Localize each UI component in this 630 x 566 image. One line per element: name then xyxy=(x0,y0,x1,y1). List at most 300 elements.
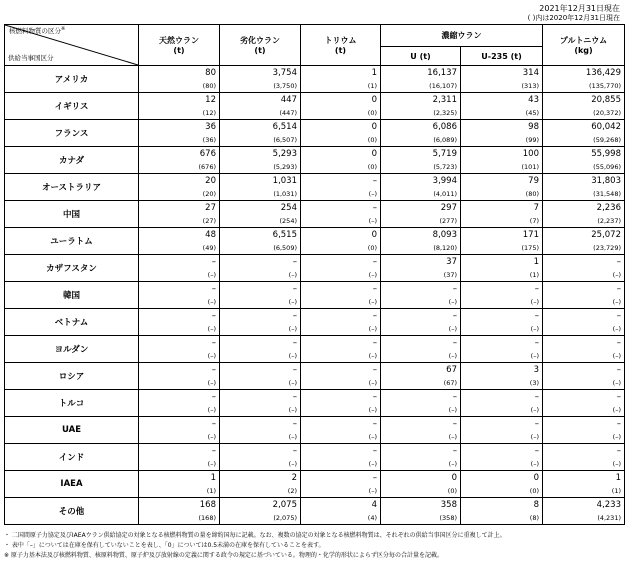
value-cell xyxy=(301,282,381,309)
previous-value: (–) xyxy=(207,324,216,333)
value-cell xyxy=(220,255,301,282)
previous-value: (49) xyxy=(202,243,216,252)
col-enriched-uranium: 濃縮ウラン xyxy=(381,25,543,47)
value-cell xyxy=(461,471,543,498)
previous-value: (–) xyxy=(612,297,621,306)
previous-value: (–) xyxy=(448,297,457,306)
current-value: – xyxy=(372,203,377,213)
supplier-category-label: 供給当事国区分 xyxy=(8,54,54,62)
previous-value: (–) xyxy=(207,297,216,306)
value-cell xyxy=(543,471,625,498)
previous-value: (–) xyxy=(368,351,377,360)
previous-value: (–) xyxy=(368,432,377,441)
value-cell xyxy=(220,66,301,93)
value-cell xyxy=(139,417,220,444)
current-value: 60,042 xyxy=(591,122,621,132)
current-value: 5,293 xyxy=(272,149,297,159)
value-cell xyxy=(220,498,301,525)
value-cell xyxy=(461,417,543,444)
previous-value: (80) xyxy=(525,189,539,198)
current-value: – xyxy=(372,446,377,456)
supplier-name: ロシア xyxy=(5,363,139,390)
previous-value: (–) xyxy=(368,324,377,333)
previous-value: (135,770) xyxy=(589,81,621,90)
previous-value: (175) xyxy=(521,243,539,252)
value-cell xyxy=(381,417,461,444)
value-cell xyxy=(461,255,543,282)
supplier-name: ベトナム xyxy=(5,309,139,336)
current-value: 16,137 xyxy=(427,68,457,78)
current-value: – xyxy=(534,446,539,456)
current-value: – xyxy=(452,419,457,429)
value-cell xyxy=(543,309,625,336)
current-value: 358 xyxy=(440,500,457,510)
value-cell xyxy=(381,471,461,498)
previous-value: (–) xyxy=(368,270,377,279)
previous-value: (1) xyxy=(529,270,539,279)
current-value: 3,754 xyxy=(272,68,297,78)
previous-value: (2) xyxy=(287,486,297,495)
previous-value: (–) xyxy=(288,459,297,468)
current-value: 55,998 xyxy=(591,149,621,159)
supplier-name: オーストラリア xyxy=(5,174,139,201)
value-cell xyxy=(301,201,381,228)
current-value: – xyxy=(372,176,377,186)
value-cell xyxy=(461,201,543,228)
footnote: ・ 表中「–」については在庫を保有していないことを表し、「0」については0.5未満の在庫を保有していることを表す。 xyxy=(4,542,325,549)
current-value: 5,719 xyxy=(432,149,457,159)
value-cell xyxy=(220,444,301,471)
value-cell xyxy=(301,444,381,471)
value-cell xyxy=(139,471,220,498)
previous-value: (3) xyxy=(529,378,539,387)
value-cell xyxy=(381,309,461,336)
previous-value: (4) xyxy=(367,513,377,522)
value-cell xyxy=(381,498,461,525)
col-natural-uranium: 天然ウラン (t) xyxy=(139,25,220,66)
previous-value: (676) xyxy=(198,162,216,171)
previous-value: (8,120) xyxy=(433,243,457,252)
previous-value: (36) xyxy=(202,135,216,144)
previous-value: (7) xyxy=(529,216,539,225)
supplier-name: カザフスタン xyxy=(5,255,139,282)
col-enriched-u235: U-235 (t) xyxy=(461,47,543,66)
value-cell xyxy=(381,147,461,174)
previous-value: (6,089) xyxy=(433,135,457,144)
value-cell xyxy=(220,201,301,228)
current-value: – xyxy=(616,419,621,429)
value-cell xyxy=(301,120,381,147)
current-value: – xyxy=(372,419,377,429)
value-cell xyxy=(381,174,461,201)
previous-value: (6,509) xyxy=(273,243,297,252)
previous-value: (–) xyxy=(530,324,539,333)
current-value: – xyxy=(452,392,457,402)
supplier-name: UAE xyxy=(5,417,139,444)
value-cell xyxy=(301,363,381,390)
current-value: 3,994 xyxy=(432,176,457,186)
footnotes xyxy=(4,531,506,561)
current-value: – xyxy=(292,284,297,294)
current-value: – xyxy=(616,392,621,402)
value-cell xyxy=(301,309,381,336)
current-value: – xyxy=(616,284,621,294)
previous-value: (–) xyxy=(288,432,297,441)
current-value: 0 xyxy=(371,122,377,132)
supplier-name: IAEA xyxy=(5,471,139,498)
previous-value: (67) xyxy=(443,378,457,387)
value-cell xyxy=(301,228,381,255)
previous-value: (3,750) xyxy=(273,81,297,90)
previous-value: (–) xyxy=(368,216,377,225)
current-value: – xyxy=(211,311,216,321)
current-value: 80 xyxy=(205,68,216,78)
current-value: 0 xyxy=(371,95,377,105)
previous-value: (–) xyxy=(368,189,377,198)
previous-value: (20,372) xyxy=(593,108,621,117)
table-row xyxy=(5,228,625,255)
current-value: 676 xyxy=(199,149,216,159)
current-value: 27 xyxy=(205,203,216,213)
previous-value: (–) xyxy=(368,405,377,414)
table-row xyxy=(5,363,625,390)
value-cell xyxy=(301,417,381,444)
current-value: – xyxy=(452,446,457,456)
value-cell xyxy=(139,120,220,147)
value-cell xyxy=(381,255,461,282)
previous-value: (2,325) xyxy=(433,108,457,117)
current-value: 2,311 xyxy=(432,95,457,105)
supplier-name: イギリス xyxy=(5,93,139,120)
previous-value: (23,729) xyxy=(593,243,621,252)
value-cell xyxy=(139,444,220,471)
col-enriched-u-total: U (t) xyxy=(381,47,461,66)
previous-value: (12) xyxy=(202,108,216,117)
previous-value: (–) xyxy=(612,405,621,414)
previous-value: (16,107) xyxy=(429,81,457,90)
current-value: – xyxy=(534,284,539,294)
value-cell xyxy=(381,93,461,120)
current-value: 31,803 xyxy=(591,176,621,186)
current-value: 25,072 xyxy=(591,230,621,240)
previous-value: (37) xyxy=(443,270,457,279)
previous-value: (59,268) xyxy=(593,135,621,144)
current-value: – xyxy=(452,284,457,294)
previous-value: (–) xyxy=(207,459,216,468)
previous-value: (0) xyxy=(367,135,377,144)
previous-date-note: ( )内は2020年12月31日現在 xyxy=(527,14,620,22)
current-value: – xyxy=(211,284,216,294)
current-value: – xyxy=(292,446,297,456)
value-cell xyxy=(543,93,625,120)
value-cell xyxy=(301,255,381,282)
current-value: – xyxy=(372,257,377,267)
value-cell xyxy=(301,147,381,174)
value-cell xyxy=(139,363,220,390)
previous-value: (–) xyxy=(448,405,457,414)
current-value: – xyxy=(292,338,297,348)
previous-value: (358) xyxy=(439,513,457,522)
value-cell xyxy=(301,93,381,120)
value-cell xyxy=(461,363,543,390)
current-value: – xyxy=(616,338,621,348)
current-value: – xyxy=(211,392,216,402)
value-cell xyxy=(543,255,625,282)
value-cell xyxy=(381,336,461,363)
previous-value: (101) xyxy=(521,162,539,171)
previous-value: (–) xyxy=(612,351,621,360)
value-cell xyxy=(139,228,220,255)
current-value: – xyxy=(534,311,539,321)
material-category-label: 核燃料物質の区分※ xyxy=(9,26,66,36)
previous-value: (–) xyxy=(612,378,621,387)
value-cell xyxy=(220,228,301,255)
value-cell xyxy=(301,498,381,525)
current-value: 67 xyxy=(446,365,457,375)
current-value: – xyxy=(292,257,297,267)
current-value: – xyxy=(372,284,377,294)
table-row xyxy=(5,444,625,471)
current-value: 2,236 xyxy=(596,203,621,213)
previous-value: (45) xyxy=(525,108,539,117)
current-value: – xyxy=(616,311,621,321)
previous-value: (4,011) xyxy=(433,189,457,198)
current-value: – xyxy=(372,473,377,483)
previous-value: (–) xyxy=(207,405,216,414)
previous-value: (99) xyxy=(525,135,539,144)
current-value: 3 xyxy=(533,365,539,375)
current-value: 168 xyxy=(199,500,216,510)
value-cell xyxy=(461,93,543,120)
current-value: – xyxy=(534,419,539,429)
value-cell xyxy=(543,228,625,255)
value-cell xyxy=(220,336,301,363)
previous-value: (–) xyxy=(448,432,457,441)
value-cell xyxy=(139,174,220,201)
previous-value: (0) xyxy=(529,486,539,495)
current-value: – xyxy=(452,311,457,321)
value-cell xyxy=(220,363,301,390)
supplier-name: トルコ xyxy=(5,390,139,417)
value-cell xyxy=(381,228,461,255)
supplier-name: カナダ xyxy=(5,147,139,174)
value-cell xyxy=(543,174,625,201)
table-row xyxy=(5,201,625,228)
current-value: 48 xyxy=(205,230,216,240)
previous-value: (–) xyxy=(207,270,216,279)
previous-value: (4,231) xyxy=(597,513,621,522)
current-value: – xyxy=(292,365,297,375)
value-cell xyxy=(381,120,461,147)
current-value: 447 xyxy=(280,95,297,105)
previous-value: (–) xyxy=(368,297,377,306)
value-cell xyxy=(461,498,543,525)
value-cell xyxy=(381,390,461,417)
value-cell xyxy=(301,336,381,363)
value-cell xyxy=(543,363,625,390)
value-cell xyxy=(461,390,543,417)
previous-value: (2,237) xyxy=(597,216,621,225)
value-cell xyxy=(220,417,301,444)
previous-value: (20) xyxy=(202,189,216,198)
current-value: 6,086 xyxy=(432,122,457,132)
current-value: – xyxy=(292,311,297,321)
current-value: 37 xyxy=(446,257,457,267)
current-value: 0 xyxy=(451,473,457,483)
current-value: 136,429 xyxy=(585,68,621,78)
current-value: – xyxy=(616,365,621,375)
current-value: – xyxy=(372,392,377,402)
previous-value: (–) xyxy=(288,405,297,414)
value-cell xyxy=(381,66,461,93)
previous-value: (8) xyxy=(529,513,539,522)
previous-value: (–) xyxy=(530,351,539,360)
previous-value: (31,548) xyxy=(593,189,621,198)
current-value: – xyxy=(616,446,621,456)
current-value: 7 xyxy=(533,203,539,213)
previous-value: (5,293) xyxy=(273,162,297,171)
col-depleted-uranium: 劣化ウラン (t) xyxy=(220,25,301,66)
value-cell xyxy=(543,336,625,363)
previous-value: (0) xyxy=(367,108,377,117)
previous-value: (27) xyxy=(202,216,216,225)
value-cell xyxy=(461,309,543,336)
current-value: – xyxy=(372,365,377,375)
value-cell xyxy=(461,444,543,471)
previous-value: (0) xyxy=(447,486,457,495)
previous-value: (447) xyxy=(279,108,297,117)
value-cell xyxy=(301,174,381,201)
previous-value: (1) xyxy=(367,81,377,90)
supplier-name: 中国 xyxy=(5,201,139,228)
value-cell xyxy=(220,282,301,309)
value-cell xyxy=(139,255,220,282)
current-value: 43 xyxy=(528,95,539,105)
table-row xyxy=(5,174,625,201)
value-cell xyxy=(139,282,220,309)
previous-value: (–) xyxy=(368,459,377,468)
previous-value: (–) xyxy=(288,351,297,360)
previous-value: (–) xyxy=(530,459,539,468)
supplier-name: ヨルダン xyxy=(5,336,139,363)
current-value: – xyxy=(452,338,457,348)
current-value: 6,514 xyxy=(272,122,297,132)
previous-value: (–) xyxy=(288,324,297,333)
table-row xyxy=(5,390,625,417)
current-value: – xyxy=(292,419,297,429)
current-value: 20 xyxy=(205,176,216,186)
previous-value: (–) xyxy=(612,324,621,333)
previous-value: (–) xyxy=(448,459,457,468)
previous-value: (277) xyxy=(439,216,457,225)
supplier-name: ユーラトム xyxy=(5,228,139,255)
previous-value: (–) xyxy=(612,459,621,468)
previous-value: (168) xyxy=(198,513,216,522)
current-value: – xyxy=(211,365,216,375)
value-cell xyxy=(301,390,381,417)
table-row xyxy=(5,255,625,282)
previous-value: (–) xyxy=(530,405,539,414)
value-cell xyxy=(543,66,625,93)
current-value: 2,075 xyxy=(272,500,297,510)
value-cell xyxy=(139,498,220,525)
previous-value: (80) xyxy=(202,81,216,90)
previous-value: (–) xyxy=(207,432,216,441)
value-cell xyxy=(381,363,461,390)
value-cell xyxy=(301,471,381,498)
current-value: 1 xyxy=(533,257,539,267)
current-value: 1 xyxy=(210,473,216,483)
value-cell xyxy=(381,201,461,228)
value-cell xyxy=(461,66,543,93)
value-cell xyxy=(543,444,625,471)
supplier-name: インド xyxy=(5,444,139,471)
current-value: – xyxy=(372,338,377,348)
table-row xyxy=(5,471,625,498)
previous-value: (–) xyxy=(288,270,297,279)
previous-value: (254) xyxy=(279,216,297,225)
value-cell xyxy=(543,120,625,147)
current-value: 1,031 xyxy=(272,176,297,186)
current-value: – xyxy=(211,419,216,429)
col-thorium: トリウム (t) xyxy=(301,25,381,66)
current-value: 4,233 xyxy=(596,500,621,510)
previous-value: (0) xyxy=(367,162,377,171)
current-value: 8,093 xyxy=(432,230,457,240)
current-value: 20,855 xyxy=(591,95,621,105)
current-value: 254 xyxy=(280,203,297,213)
current-value: – xyxy=(372,311,377,321)
previous-value: (–) xyxy=(448,324,457,333)
current-value: – xyxy=(616,257,621,267)
value-cell xyxy=(220,147,301,174)
current-value: 0 xyxy=(371,149,377,159)
table-row xyxy=(5,282,625,309)
previous-value: (313) xyxy=(521,81,539,90)
table-row xyxy=(5,66,625,93)
value-cell xyxy=(301,66,381,93)
current-value: – xyxy=(211,446,216,456)
previous-value: (–) xyxy=(448,351,457,360)
previous-value: (–) xyxy=(368,486,377,495)
value-cell xyxy=(461,120,543,147)
value-cell xyxy=(543,390,625,417)
footnote: ※ 原子力基本法及び核燃料物質、核原料物質、原子炉及び放射線の定義に関する政令の規定に基づいている。物理的・化学的形状によらず区分毎の合計量を記載。 xyxy=(4,552,443,559)
table-row xyxy=(5,336,625,363)
current-value: 36 xyxy=(205,122,216,132)
current-value: 79 xyxy=(528,176,539,186)
value-cell xyxy=(139,309,220,336)
previous-value: (5,723) xyxy=(433,162,457,171)
previous-value: (–) xyxy=(288,297,297,306)
table-row xyxy=(5,498,625,525)
current-value: 297 xyxy=(440,203,457,213)
current-value: 0 xyxy=(371,230,377,240)
current-value: – xyxy=(292,392,297,402)
previous-value: (–) xyxy=(612,270,621,279)
nuclear-material-table xyxy=(4,24,625,525)
current-value: 1 xyxy=(615,473,621,483)
previous-value: (–) xyxy=(288,378,297,387)
value-cell xyxy=(461,336,543,363)
previous-value: (1) xyxy=(611,486,621,495)
value-cell xyxy=(461,282,543,309)
previous-value: (55,096) xyxy=(593,162,621,171)
current-value: – xyxy=(534,392,539,402)
current-value: 98 xyxy=(528,122,539,132)
table-row xyxy=(5,147,625,174)
table-row xyxy=(5,93,625,120)
